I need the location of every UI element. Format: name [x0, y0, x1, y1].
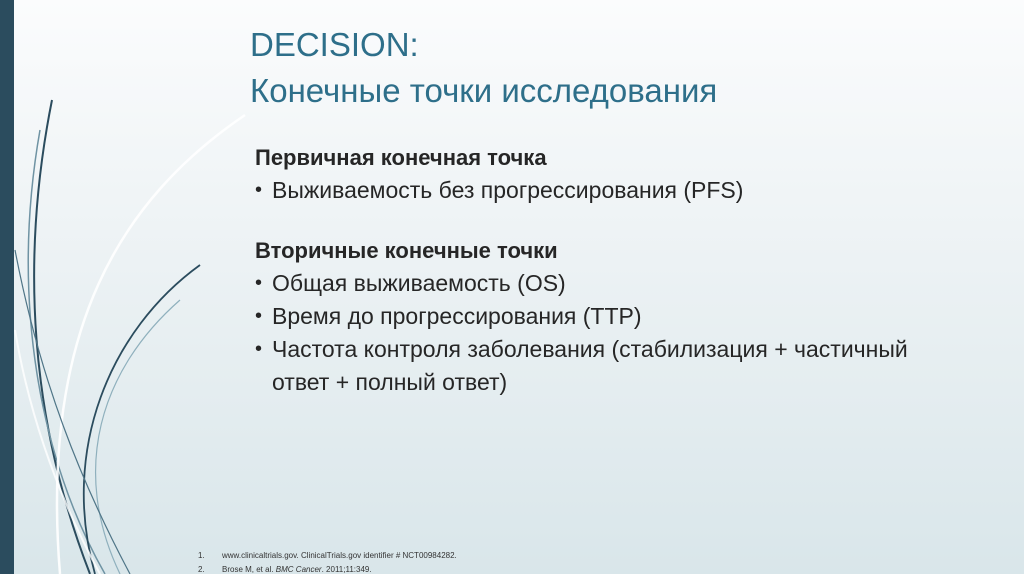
footnote-2 — [198, 563, 457, 574]
secondary-endpoints-list — [255, 267, 955, 399]
bullet-icon: • — [255, 305, 263, 327]
curve-3 — [57, 115, 245, 574]
list-item-text: Выживаемость без прогрессирования (PFS) — [272, 177, 744, 203]
list-item — [255, 174, 955, 207]
bullet-icon: • — [255, 179, 263, 201]
primary-endpoint-heading: Первичная конечная точка — [255, 145, 547, 170]
footnote-number: 1. — [198, 551, 205, 560]
footnote-text: www.clinicaltrials.gov. ClinicalTrials.gov identifier # NCT00984282. — [222, 551, 457, 560]
slide-title — [250, 22, 970, 114]
slide-title-line1: DECISION: — [250, 26, 419, 63]
list-item-text: Общая выживаемость (OS) — [272, 270, 566, 296]
list-item — [255, 333, 955, 399]
footnote-number: 2. — [198, 565, 205, 574]
slide-title-line2: Конечные точки исследования — [250, 72, 718, 109]
primary-endpoint-list — [255, 174, 955, 207]
list-item — [255, 300, 955, 333]
list-item-text: Частота контроля заболевания (стабилизация + частичный ответ + полный ответ) — [272, 336, 908, 395]
curve-1 — [34, 100, 90, 574]
footnote-text — [222, 563, 372, 574]
curve-5 — [96, 300, 180, 574]
list-item-text: Время до прогрессирования (TTP) — [272, 303, 642, 329]
footnote-1 — [198, 549, 457, 563]
bullet-icon: • — [255, 272, 263, 294]
footnotes — [198, 549, 457, 574]
slide-content — [255, 142, 955, 399]
curve-4 — [84, 265, 200, 574]
list-item — [255, 267, 955, 300]
footnote-journal: BMC Cancer — [275, 565, 322, 574]
footnote-authors: Brose M, et al. — [222, 565, 276, 574]
decorative-curves — [0, 0, 263, 574]
secondary-endpoints-heading: Вторичные конечные точки — [255, 238, 558, 263]
footnote-citation: . 2011;11:349. — [321, 565, 372, 574]
bullet-icon: • — [255, 338, 263, 360]
